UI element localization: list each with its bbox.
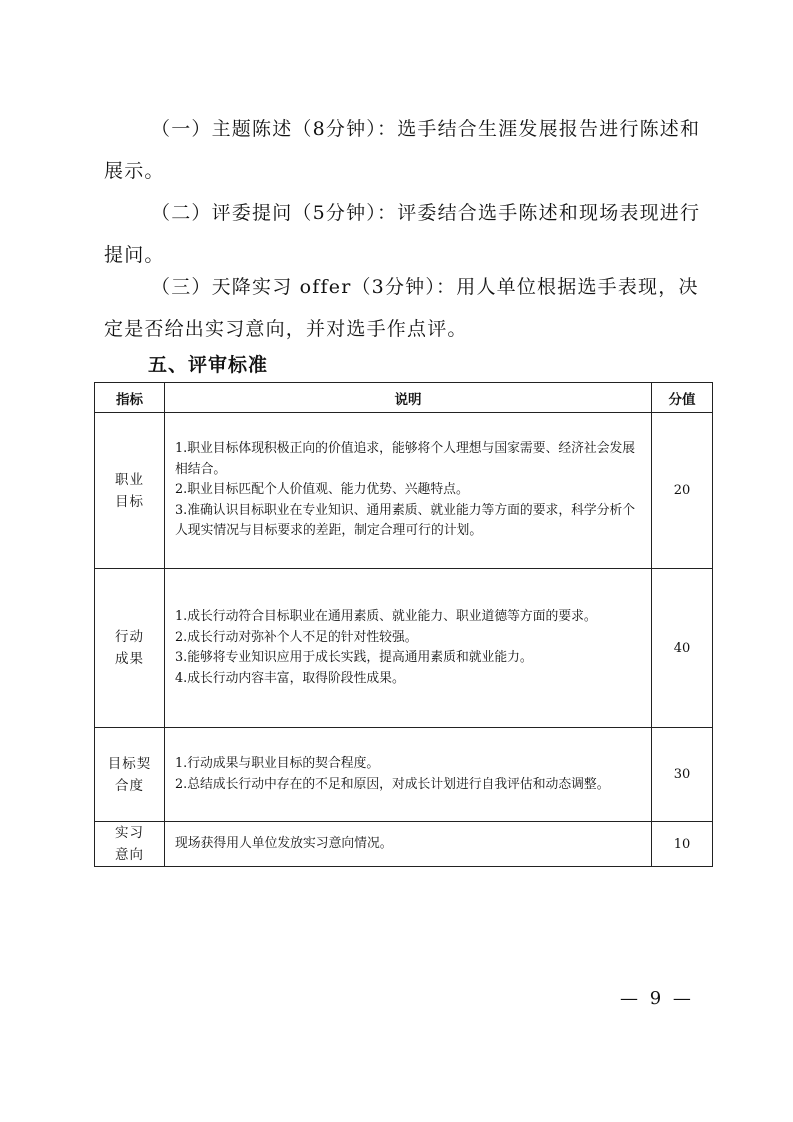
indicator-line: 合度	[115, 777, 144, 794]
table-row-action-results	[95, 569, 713, 728]
description-cell	[165, 413, 652, 569]
indicator-line: 职业	[115, 471, 144, 488]
criterion-item: 1.行动成果与职业目标的契合程度。	[175, 756, 380, 771]
description-cell	[165, 822, 652, 867]
description-cell	[165, 569, 652, 728]
table-header-row	[95, 383, 713, 413]
score-cell: 30	[652, 728, 713, 822]
table-row-internship-intent	[95, 822, 713, 867]
score-cell: 40	[652, 569, 713, 728]
indicator-line: 实习	[115, 825, 144, 841]
indicator-cell	[95, 728, 165, 822]
indicator-line: 行动	[115, 629, 144, 645]
header-indicator: 指标	[95, 383, 165, 413]
table-row-career-goal	[95, 413, 713, 569]
page-number: — 9 —	[620, 988, 694, 1009]
criterion-item: 1.职业目标体现积极正向的价值追求，能够将个人理想与国家需要、经济社会发展相结合。	[175, 441, 636, 477]
indicator-line: 目标	[115, 493, 144, 510]
section-title: 五、评审标准	[148, 354, 269, 376]
criterion-item: 4.成长行动内容丰富，取得阶段性成果。	[175, 670, 405, 686]
criterion-item: 2.成长行动对弥补个人不足的针对性较强。	[175, 629, 418, 645]
criterion-item: 现场获得用人单位发放实习意向情况。	[175, 835, 393, 851]
indicator-cell	[95, 822, 165, 867]
criteria-table	[94, 382, 713, 867]
paragraph-internship-offer: （三）天降实习 offer（3分钟）：用人单位根据选手表现，决定是否给出实习意向，并对选手作点评。	[104, 276, 699, 340]
indicator-cell	[95, 413, 165, 569]
score-cell: 10	[652, 822, 713, 867]
indicator-line: 意向	[115, 847, 144, 863]
indicator-line: 目标契	[107, 755, 152, 772]
description-cell	[165, 728, 652, 822]
paragraph-theme-statement: （一）主题陈述（8分钟）：选手结合生涯发展报告进行陈述和展示。	[104, 118, 701, 182]
score-cell: 20	[652, 413, 713, 569]
indicator-line: 成果	[115, 651, 144, 667]
criterion-item: 2.总结成长行动中存在的不足和原因，对成长计划进行自我评估和动态调整。	[175, 776, 610, 792]
indicator-cell	[95, 569, 165, 728]
criterion-item: 1.成长行动符合目标职业在通用素质、就业能力、职业道德等方面的要求。	[175, 609, 597, 624]
header-score: 分值	[652, 383, 713, 413]
table-row-goal-fit	[95, 728, 713, 822]
criterion-item: 2.职业目标匹配个人价值观、能力优势、兴趣特点。	[175, 482, 469, 498]
criterion-item: 3.能够将专业知识应用于成长实践，提高通用素质和就业能力。	[175, 650, 533, 665]
paragraph-judge-questions: （二）评委提问（5分钟）：评委结合选手陈述和现场表现进行提问。	[104, 202, 701, 266]
criterion-item: 3.准确认识目标职业在专业知识、通用素质、就业能力等方面的要求，科学分析个人现实情况与目标要求的差距，制定合理可行的计划。	[175, 502, 636, 539]
header-description: 说明	[165, 383, 652, 413]
